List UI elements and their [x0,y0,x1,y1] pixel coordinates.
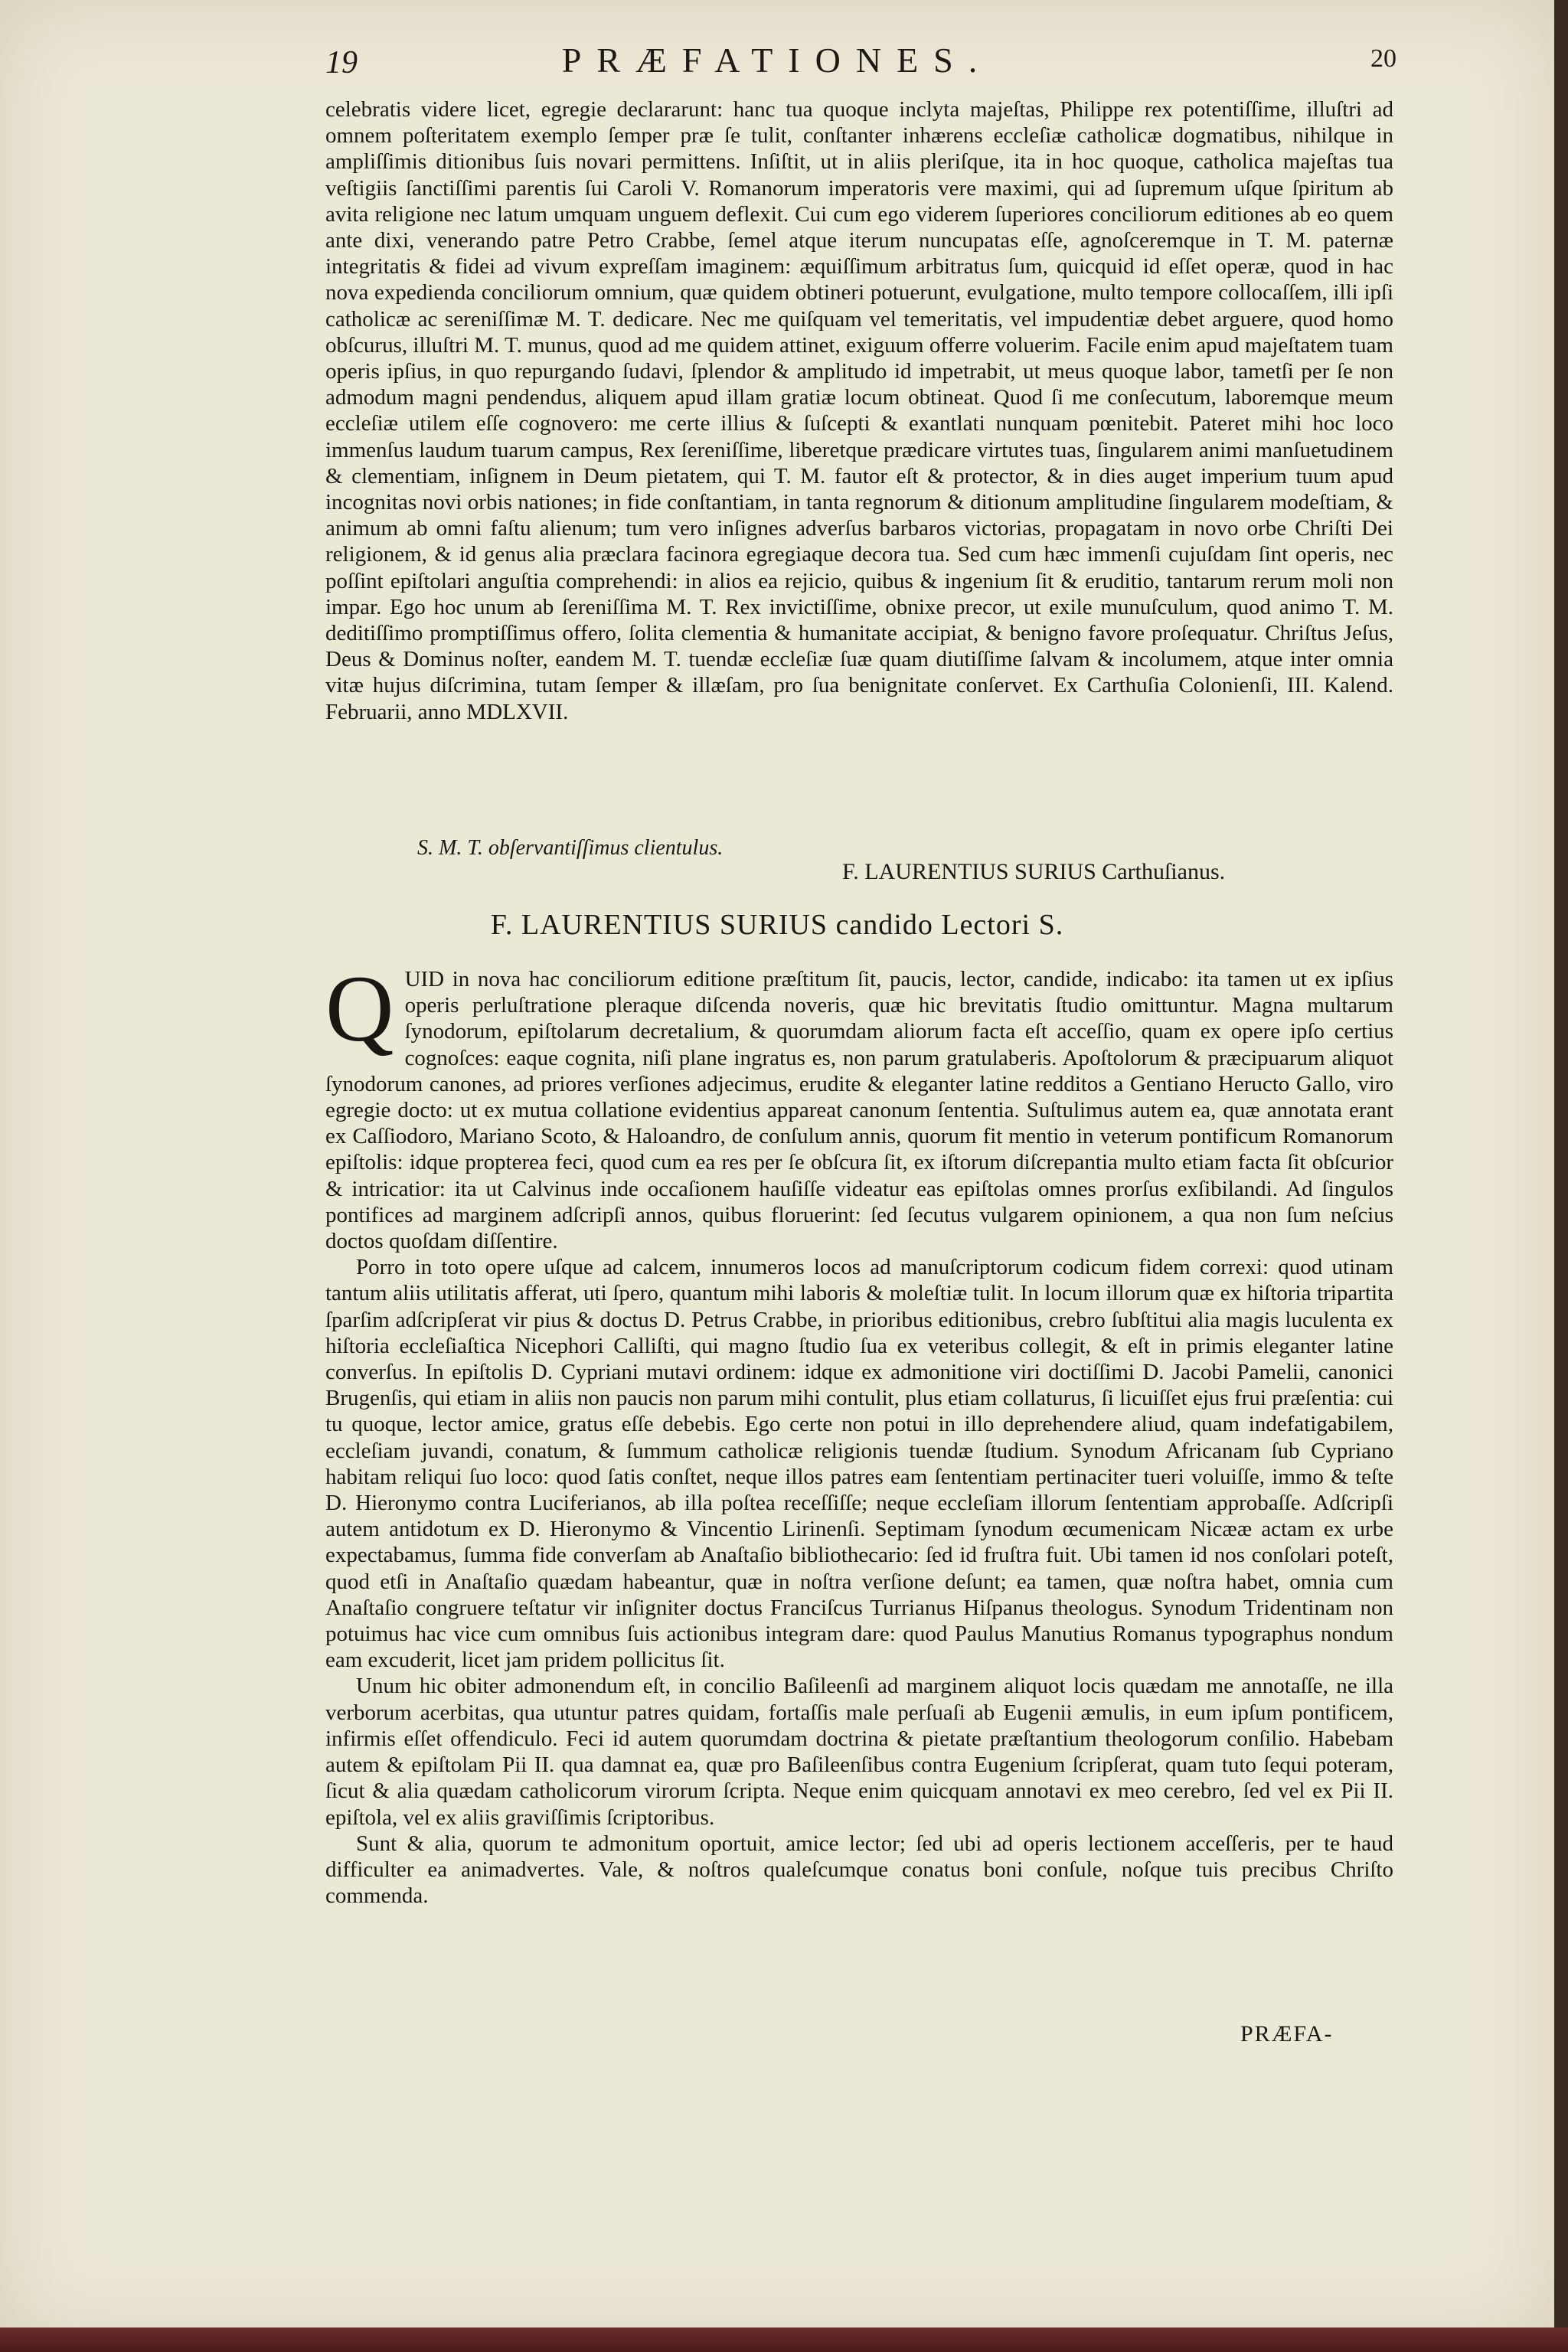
preface-paragraph-1 [325,956,1393,1254]
preface-heading: F. LAURENTIUS SURIUS candido Lectori S. [490,909,1064,941]
page-number-right: 20 [1370,44,1396,73]
page-number-left: 19 [325,45,358,80]
dedication-letter-end [325,96,1393,725]
drop-cap: Q [325,956,394,1061]
preface-paragraph-2: Porro in toto opere uſque ad calcem, innumeros locos ad manuſcriptorum codicum fidem correxi: quod utinam tantum aliis utilitatis afferat, uti ſpero, quantum mihi laboris & moleſtiæ tulit. In locum illorum quæ ex hiſtoria tripartita ſparſim adſcripſerat vir pius & doctus D. Petrus Crabbe, in prioribus editionibus, crebro ſubſtitui alia magis luculenta ex hiſtoria eccleſiaſtica Nicephori Calliſti, qui magno ſtudio ſua ex veteribus collegit, & eſt in primis eleganter latine converſus. In epiſtolis D. Cypriani mutavi ordinem: idque ex admonitione viri doctiſſimi D. Jacobi Pamelii, canonici Brugenſis, qui etiam in aliis non paucis non parum mihi contulit, plus etiam collaturus, ſi licuiſſet ejus frui præſentia: cui tu quoque, lector amice, gratus eſſe debebis. Ego certe non potui in illo deprehendere aliud, quam indefatigabilem, eccleſiam juvandi, conatum, & ſummum catholicæ religionis tuendæ ſtudium. Synodum Africanam ſub Cypriano habitam reliqui ſuo loco: quod ſatis conſtet, neque illos patres eam ſententiam pertinaciter tueri voluiſſe, immo & teſte D. Hieronymo contra Luciferianos, ab illa poſtea receſſiſſe; neque eccleſiam illorum ſententiam approbaſſe. Adſcripſi autem antidotum ex D. Hieronymo & Vincentio Lirinenſi. Septimam ſynodum œcumenicam Nicææ actam ex urbe expectabamus, ſumma fide converſam ab Anaſtaſio bibliothecario: ſed id fruſtra fuit. Ubi tamen id nos conſolari poteſt, quod etſi in Anaſtaſio quædam habeantur, quæ in noſtra verſione deſunt; ea tamen, quæ noſtra habet, omnia cum Anaſtaſio congruere teſtatur vir inſigniter doctus Franciſcus Turrianus Hiſpanus theologus. Synodum Tridentinam non potuimus hac vice cum omnibus ſuis actionibus integram dare: quod Paulus Manutius Romanus typographus nondum eam excuderit, licet jam pridem pollicitus ſit. [325,1255,1393,1673]
signature-client: S. M. T. obſervantiſſimus clientulus. [417,836,724,860]
red-binding-edge [0,2328,1568,2352]
preface-paragraph-4: Sunt & alia, quorum te admonitum oportuit, amice lector; ſed ubi ad operis lectionem acceſſeris, per te haud difficulter ea animadvertes. Vale, & noſtros qualeſcumque conatus boni conſule, noſque tuis precibus Chriſto commenda. [325,1831,1393,1909]
preface-paragraph-1-text: UID in nova hac conciliorum editione præſtitum ſit, paucis, lector, candide, indicabo: ita tamen ut ex ipſius operis perluſtratione pleraque diſcenda noveris, quæ hic brevitatis ſtudio omittuntur. Magna multarum ſynodorum, epiſtolarum decretalium, & quorumdam aliorum facta eſt acceſſio, quam ex opere ipſo certius cognoſces: eaque cognita, niſi plane ingratus es, non parum gratulaberis. Apoſtolorum & præcipuarum aliquot ſynodorum canones, ad priores verſiones adjecimus, erudite & eleganter latine redditos a Gentiano Heructo Gallo, viro egregie docto: ut ex mutua collatione evidentius appareat canonum ſententia. Suſtulimus autem ea, quæ annotata erant ex Caſſiodoro, Mariano Scoto, & Haloandro, de conſulum annis, quorum fit mentio in veterum pontificum Romanorum epiſtolis: idque propterea feci, quod cum ea res per ſe obſcura ſit, ex iſtorum diſcrepantia multo etiam facta ſit obſcurior & intricatior: ita ut Calvinus inde occaſionem hauſiſſe videatur eas epiſtolas omnes prorſus exſibilandi. Ad ſingulos pontifices ad marginem adſcripſi annos, quibus floruerint: ſed ſecutus vulgarem opinionem, a qua non ſum neſcius doctos quoſdam diſſentire. [325,967,1393,1254]
catchword: PRÆFA- [1240,2021,1334,2047]
preface-paragraph-3: Unum hic obiter admonendum eſt, in concilio Baſileenſi ad marginem aliquot locis quædam me annotaſſe, ne illa verborum acerbitas, qua utuntur patres quidam, fortaſſis male perſuaſi ab Eugenii æmulis, in eum ipſum pontificem, infirmis eſſet offendiculo. Feci id autem quorumdam doctrina & pietate præſtantium theologorum conſilio. Habebam autem & epiſtolam Pii II. qua damnat ea, quæ pro Baſileenſibus contra Eugenium ſcripſerat, quam tuto ſequi poteram, ſicut & alia quædam catholicorum virorum ſcripta. Neque enim quicquam annotavi ex meo cerebro, ſed vel ex Pii II. epiſtola, vel ex aliis graviſſimis ſcriptoribus. [325,1674,1393,1830]
running-title: PRÆFATIONES. [561,41,993,80]
signature-author: F. LAURENTIUS SURIUS Carthuſianus. [842,859,1226,884]
letter-text: celebratis videre licet, egregie declararunt: hanc tua quoque inclyta majeſtas, Philippe rex potentiſſime, illuſtri ad omnem poſteritatem exemplo ſemper præ ſe tulit, conſtanter inhærens eccleſiæ catholicæ dogmatibus, nihilque in ampliſſimis ditionibus ſuis novari permittens. Inſiſtit, ut in aliis pleriſque, ita in hoc quoque, catholica majeſtas tua veſtigiis ſanctiſſimi parentis ſui Caroli V. Romanorum imperatoris vere maximi, qui ad ſupremum uſque ſpiritum ab avita religione nec latum umquam unguem deflexit. Cui cum ego viderem ſuperiores conciliorum editiones ab eo quem ante dixi, venerando patre Petro Crabbe, ſemel atque iterum nuncupatas eſſe, agnoſceremque in T. M. paternæ integritatis & fidei ad vivum expreſſam imaginem: æquiſſimum arbitratus ſum, quicquid id eſſet operæ, quod in hac nova expedienda conciliorum omnium, quæ quidem obtineri potuerunt, evulgatione, multo tempore collocaſſem, illi ipſi catholicæ ac sereniſſimæ M. T. dedicare. Nec me quiſquam vel temeritatis, vel impudentiæ debet arguere, quod homo obſcurus, illuſtri M. T. munus, quod ad me quidem attinet, exiguum offerre voluerim. Facile enim apud majeſtatem tuam operis ipſius, in quo repurgando ſudavi, ſplendor & amplitudo id impetrabit, ut meus quoque labor, tametſi per ſe non admodum magni pendendus, aliquem apud illam gratiæ locum obtineat. Quod ſi me conſecutum, laboremque meum eccleſiæ utilem eſſe cognovero: me certe illius & ſuſcepti & exantlati nunquam pœnitebit. Pateret mihi hoc loco immenſus laudum tuarum campus, Rex ſereniſſime, liberetque prædicare virtutes tuas, ſingularem animi manſuetudinem & clementiam, inſignem in Deum pietatem, qui T. M. fautor eſt & protector, & in dies auget imperium tuum apud incognitas novi orbis nationes; in fide conſtantiam, in tanta regnorum & ditionum amplitudine ſingularem modeſtiam, & animum ab omni faſtu alienum; tum vero inſignes adverſus barbaros victorias, propagatam in novo orbe Chriſti Dei religionem, & id genus alia præclara facinora egregiaque decora tua. Sed cum hæc immenſi cujuſdam ſint operis, nec poſſint epiſtolari anguſtia comprehendi: in alios ea rejicio, quibus & ingenium ſit & eruditio, tantarum rerum moli non impar. Ego hoc unum ab ſereniſſima M. T. Rex invictiſſime, obnixe precor, ut exile munuſculum, quod animo T. M. deditiſſimo promptiſſimus offero, ſolita clementia & humanitate accipiat, & benigno favore proſequatur. Chriſtus Jeſus, Deus & Dominus noſter, eandem M. T. tuendæ eccleſiæ ſuæ quam diutiſſime ſalvam & incolumem, atque inter omnia vitæ hujus diſcrimina, tutam ſemper & illæſam, pro ſua benignitate conſervet. Ex Carthuſia Colonienſi, III. Kalend. Februarii, anno MDLXVII. [325,97,1393,724]
preface-body [325,956,1393,1909]
running-head [0,37,1554,83]
